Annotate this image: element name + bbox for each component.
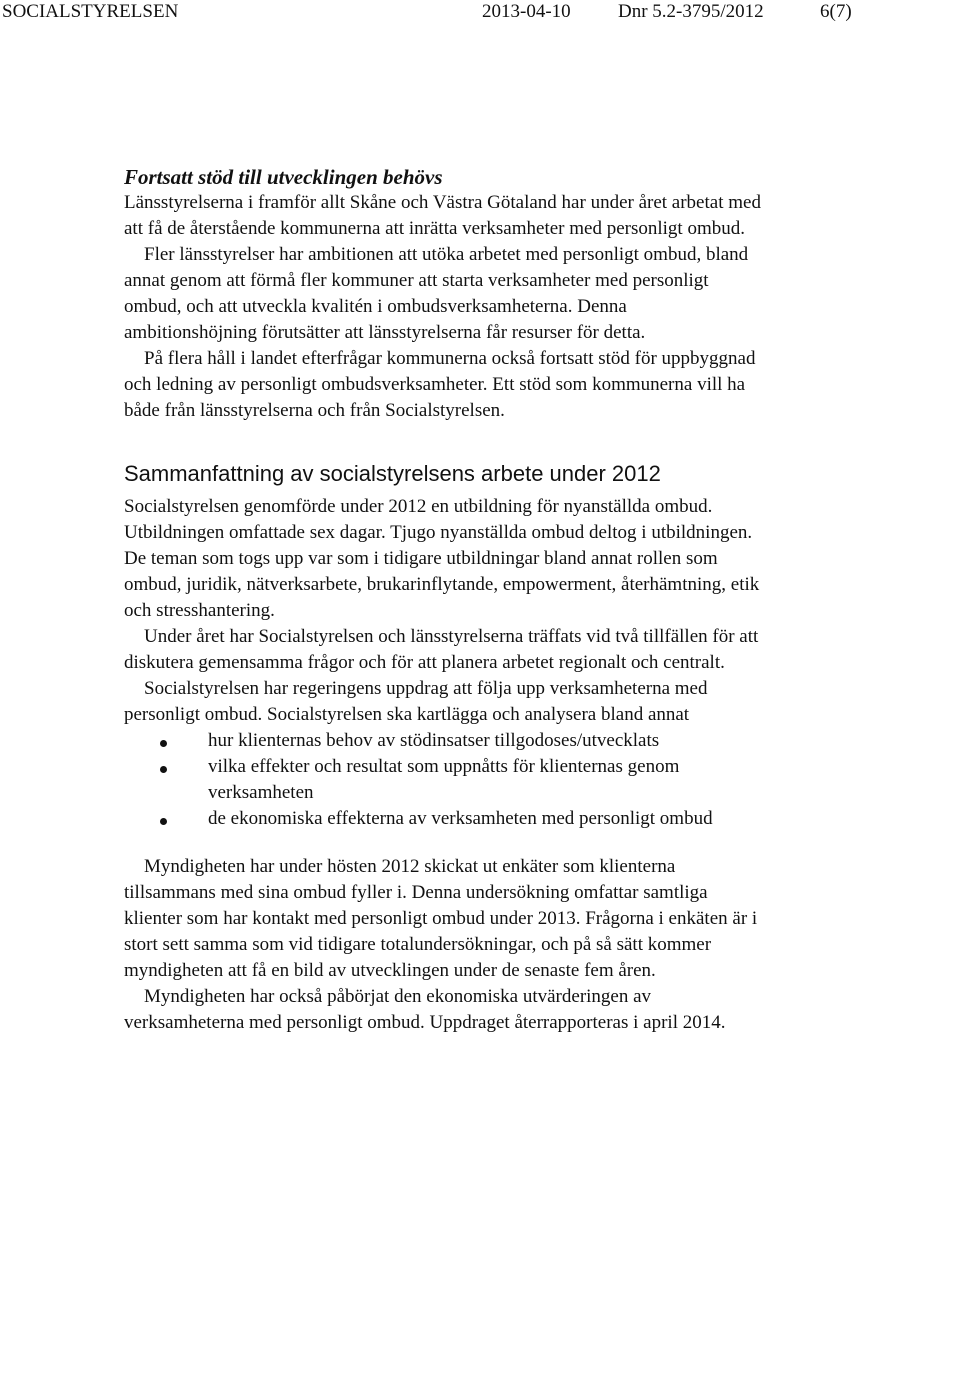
paragraph: Länsstyrelserna i framför allt Skåne och Västra Götaland har under året arbetat med att få de återstående kommunerna att inrätta verksamheter med personligt ombud. — [124, 192, 761, 239]
list-item — [160, 728, 764, 754]
bullet-icon — [160, 740, 167, 747]
bullet-list — [124, 728, 764, 832]
paragraph: Socialstyrelsen genomförde under 2012 en utbildning för nyanställda ombud. Utbildningen omfattade sex dagar. Tjugo nyanställda ombud deltog i utbildningen. De teman som togs upp var som i tidigare utbildningar bland annat rollen som ombud, juridik, nätverksarbete, brukarinflytande, empowerment, återhämtning, etik och stresshantering. — [124, 496, 760, 621]
header-date: 2013-04-10 — [482, 1, 571, 22]
paragraph: Fler länsstyrelser har ambitionen att utöka arbetet med personligt ombud, bland annat genom att förmå fler kommuner att starta verksamheter med personligt ombud, och att utveckla kvalitén i ombudsverksamheterna. Denna ambitionshöjning förutsätter att länsstyrelserna får resurser för detta. — [124, 244, 749, 343]
paragraph: Myndigheten har under hösten 2012 skickat ut enkäter som klienterna tillsammans med sina ombud fyller i. Denna undersökning omfattar samtliga klienter som har kontakt med personligt ombud under 2013. Frågorna i enkäten är i stort sett samma som vid tidigare totalundersökningar, och på så sätt kommer myndigheten att få en bild av utvecklingen under de senaste fem åren. — [124, 856, 758, 981]
list-item-text: vilka effekter och resultat som uppnåtts för klienternas genom verksamheten — [208, 756, 680, 803]
list-item-text: hur klienternas behov av stödinsatser tillgodoses/utvecklats — [208, 730, 660, 751]
document-body — [124, 164, 764, 1036]
paragraph: Socialstyrelsen har regeringens uppdrag att följa upp verksamheterna med personligt ombud. Socialstyrelsen ska kartlägga och analysera bland annat — [124, 678, 708, 725]
header-reference-number: Dnr 5.2-3795/2012 — [618, 1, 764, 22]
bullet-icon — [160, 818, 167, 825]
page-header — [0, 0, 960, 24]
header-page-number: 6(7) — [820, 1, 852, 22]
spacer — [124, 832, 764, 854]
header-organization: SOCIALSTYRELSEN — [2, 1, 179, 22]
paragraph: På flera håll i landet efterfrågar kommunerna också fortsatt stöd för uppbyggnad och ledning av personligt ombudsverksamheter. Ett stöd som kommunerna vill ha både från länsstyrelserna och från Socialstyrelsen. — [124, 348, 756, 421]
bullet-icon — [160, 766, 167, 773]
paragraph: Myndigheten har också påbörjat den ekonomiska utvärderingen av verksamheterna med personligt ombud. Uppdraget återrapporteras i april 2014. — [124, 986, 726, 1033]
list-item — [160, 754, 764, 806]
paragraph: Under året har Socialstyrelsen och länsstyrelserna träffats vid två tillfällen för att diskutera gemensamma frågor och för att planera arbetet regionalt och centralt. — [124, 626, 759, 673]
list-item — [160, 806, 764, 832]
list-item-text: de ekonomiska effekterna av verksamheten med personligt ombud — [208, 808, 713, 829]
section-heading: Sammanfattning av socialstyrelsens arbete under 2012 — [124, 461, 661, 486]
subsection-heading: Fortsatt stöd till utvecklingen behövs — [124, 165, 443, 189]
